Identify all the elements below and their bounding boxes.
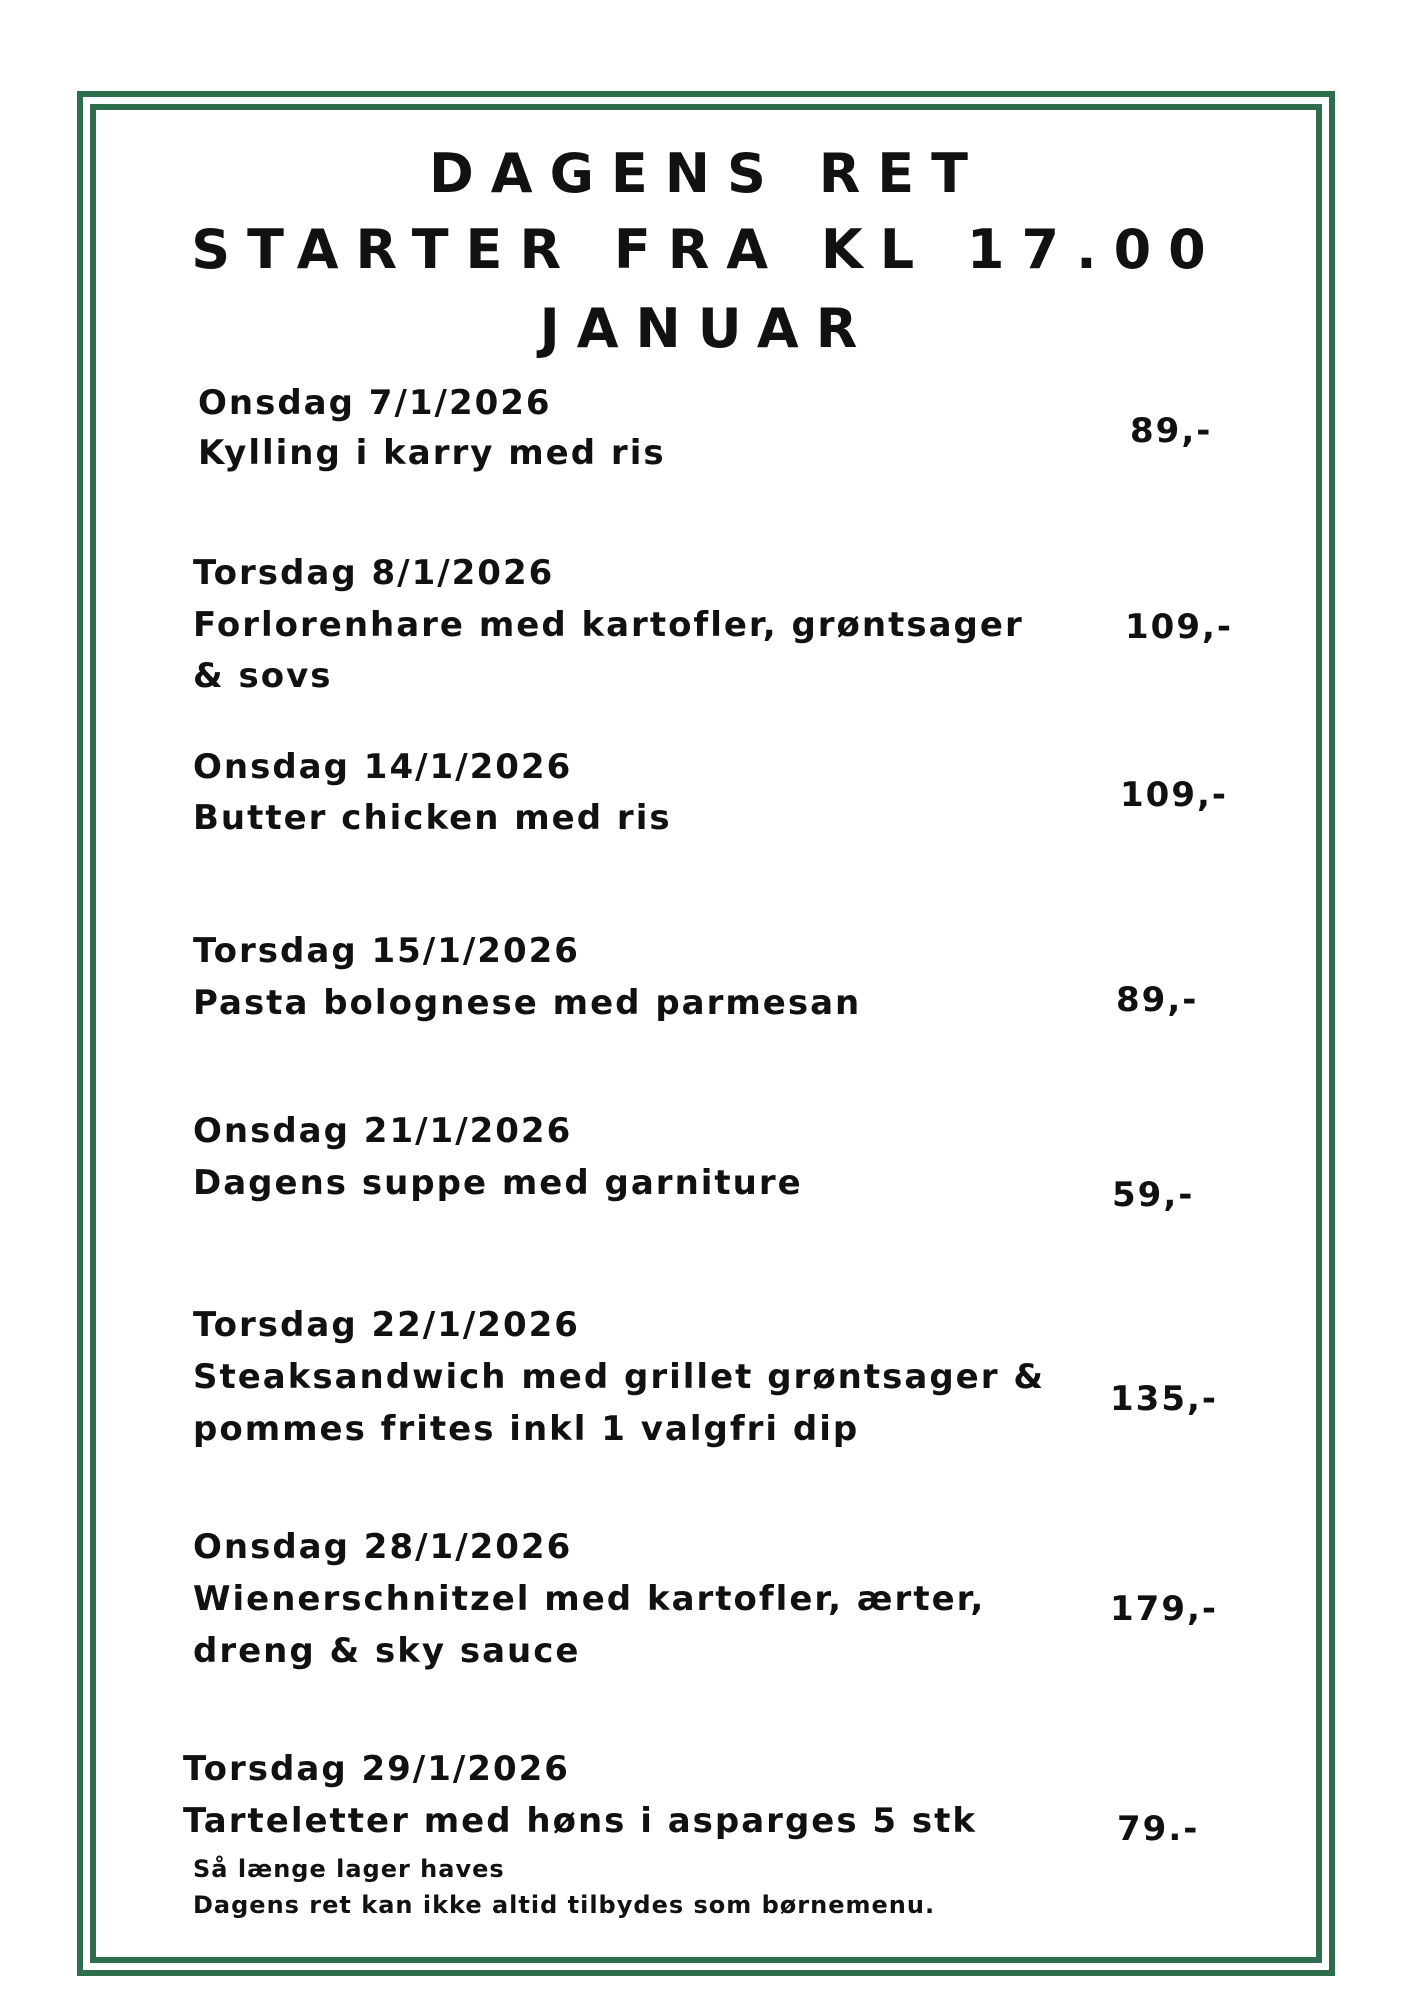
menu-item-price: 109,- bbox=[1120, 775, 1228, 815]
menu-item-dish: pommes frites inkl 1 valgfri dip bbox=[193, 1409, 860, 1449]
menu-item-price: 135,- bbox=[1110, 1379, 1218, 1419]
menu-item-dish: Wienerschnitzel med kartofler, ærter, bbox=[193, 1579, 986, 1619]
menu-item-dish: Tarteletter med høns i asparges 5 stk bbox=[183, 1801, 978, 1841]
menu-item-dish: dreng & sky sauce bbox=[193, 1631, 581, 1671]
menu-item-dish: Dagens suppe med garniture bbox=[193, 1163, 803, 1203]
menu-item-dish: Forlorenhare med kartofler, grøntsager bbox=[193, 605, 1024, 645]
menu-item-dish: Pasta bolognese med parmesan bbox=[193, 983, 862, 1023]
menu-item-price: 109,- bbox=[1125, 607, 1233, 647]
menu-item-date: Onsdag 14/1/2026 bbox=[193, 747, 573, 787]
menu-item-dish: & sovs bbox=[193, 656, 333, 696]
title-month: JANUAR bbox=[539, 297, 875, 360]
menu-item-date: Torsdag 29/1/2026 bbox=[183, 1749, 570, 1789]
note-stock: Så længe lager haves bbox=[193, 1855, 505, 1883]
menu-item-price: 59,- bbox=[1112, 1175, 1195, 1215]
note-kids-menu: Dagens ret kan ikke altid tilbydes som børnemenu. bbox=[193, 1891, 936, 1919]
title-start-time: STARTER FRA KL 17.00 bbox=[191, 218, 1223, 281]
menu-item-price: 179,- bbox=[1110, 1589, 1218, 1629]
menu-item-date: Onsdag 28/1/2026 bbox=[193, 1527, 573, 1567]
menu-item-price: 79.- bbox=[1117, 1809, 1200, 1849]
menu-item-dish: Kylling i karry med ris bbox=[198, 433, 666, 473]
menu-item-dish: Butter chicken med ris bbox=[193, 798, 672, 838]
menu-item-date: Onsdag 21/1/2026 bbox=[193, 1111, 573, 1151]
menu-item-date: Torsdag 22/1/2026 bbox=[193, 1305, 580, 1345]
menu-item-price: 89,- bbox=[1116, 980, 1199, 1020]
menu-item-date: Torsdag 15/1/2026 bbox=[193, 931, 580, 971]
menu-item-date: Onsdag 7/1/2026 bbox=[198, 383, 552, 423]
menu-item-price: 89,- bbox=[1130, 411, 1213, 451]
title-dagens-ret: DAGENS RET bbox=[428, 142, 985, 205]
menu-item-dish: Steaksandwich med grillet grøntsager & bbox=[193, 1357, 1045, 1397]
menu-item-date: Torsdag 8/1/2026 bbox=[193, 553, 555, 593]
